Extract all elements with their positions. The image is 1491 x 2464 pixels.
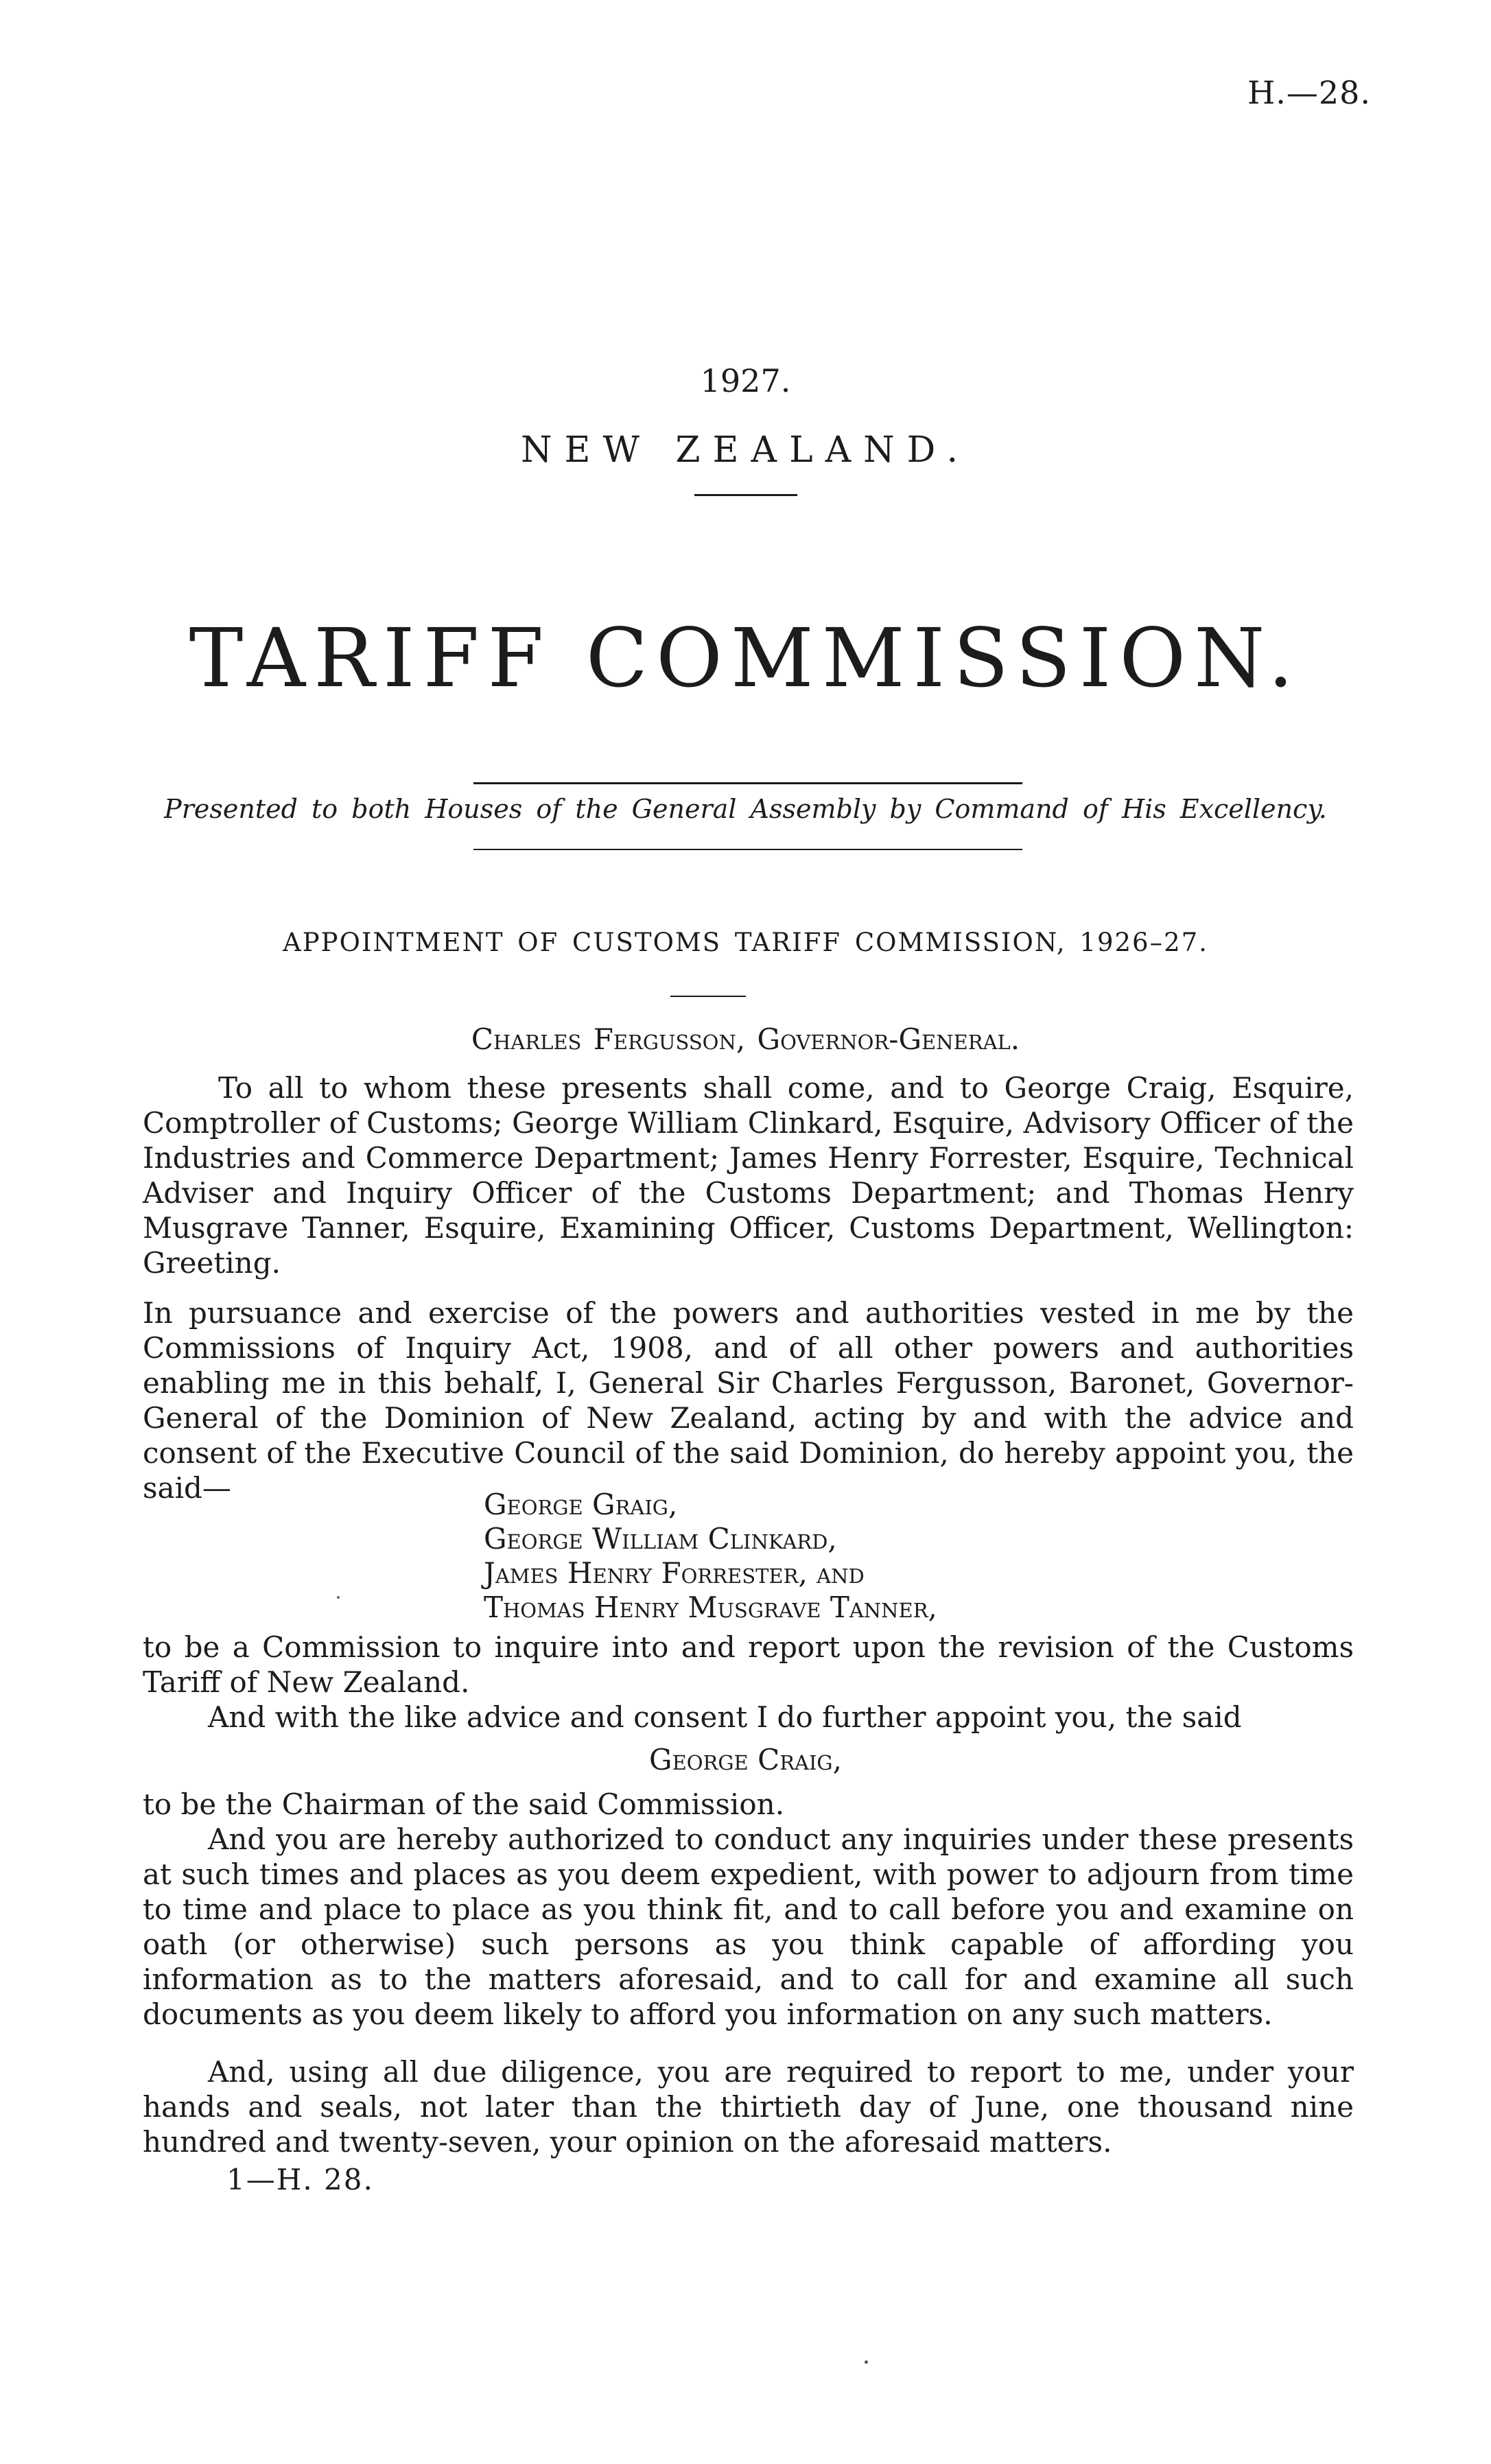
page-reference: H.—28. (1247, 74, 1371, 111)
commissioner-name: James Henry Forrester, and (484, 1556, 865, 1590)
print-speck (337, 1596, 340, 1599)
commissioner-list (484, 1488, 937, 1625)
year: 1927. (700, 362, 791, 399)
print-speck (865, 2360, 868, 2364)
authority-paragraph: And you are hereby authorized to conduct any inquiries under these presents at such times and places as you deem expedient, with power to adjourn from time to time and place to place as you think fit, and to call before you and examine on oath (or otherwise) such persons as you think capable of affording you information as to the matters aforesaid, and to call for and examine all such documents as you deem likely to afford you information on any such matters. (143, 1822, 1354, 2031)
further-appoint-paragraph: And with the like advice and consent I do further appoint you, the said (208, 1700, 1242, 1734)
document-title: TARIFF COMMISSION. (189, 611, 1302, 705)
address-paragraph: To all to whom these presents shall come, and to George Craig, Esquire, Comptroller of Customs; George William Clinkard, Esquire, Advisory Officer of the Industries and Commerce Department; James Henry Forrester, Esquire, Technical Adviser and Inquiry Officer of the Customs Department; and Thomas Henry Musgrave Tanner, Esquire, Examining Officer, Customs Department, Wellington: Greeting. (143, 1071, 1354, 1280)
divider-rule (473, 849, 1022, 850)
footer-reference: 1—H. 28. (226, 2163, 374, 2196)
country-heading: NEW ZEALAND. (520, 430, 971, 471)
presented-line: Presented to both Houses of the General Assembly by Command of His Excellency. (164, 794, 1327, 824)
divider-rule (670, 996, 746, 997)
divider-rule (694, 494, 797, 496)
commissioner-name: Thomas Henry Musgrave Tanner, (484, 1591, 937, 1624)
section-heading: APPOINTMENT OF CUSTOMS TARIFF COMMISSION, 1926–27. (283, 928, 1208, 957)
commissioner-name: George William Clinkard, (484, 1522, 837, 1556)
governor-signature-line: Charles Fergusson, Governor-General. (471, 1022, 1020, 1056)
chairman-name: George Craig, (649, 1743, 842, 1776)
divider-rule (473, 782, 1022, 784)
chairman-paragraph: to be the Chairman of the said Commission. (143, 1787, 785, 1821)
commission-purpose-paragraph: to be a Commission to inquire into and report upon the revision of the Customs Tariff of New Zealand. (143, 1630, 1354, 1699)
appointment-paragraph: In pursuance and exercise of the powers and authorities vested in me by the Commissions of Inquiry Act, 1908, and of all other powers and authorities enabling me in this behalf, I, General Sir Charles Fergusson, Baronet, Governor-General of the Dominion of New Zealand, acting by and with the advice and consent of the Executive Council of the said Dominion, do hereby appoint you, the said— (143, 1296, 1354, 1505)
report-deadline-paragraph: And, using all due diligence, you are required to report to me, under your hands and seals, not later than the thirtieth day of June, one thousand nine hundred and twenty-seven, your opinion on the aforesaid matters. (143, 2055, 1354, 2159)
commissioner-name: George Graig, (484, 1488, 678, 1521)
